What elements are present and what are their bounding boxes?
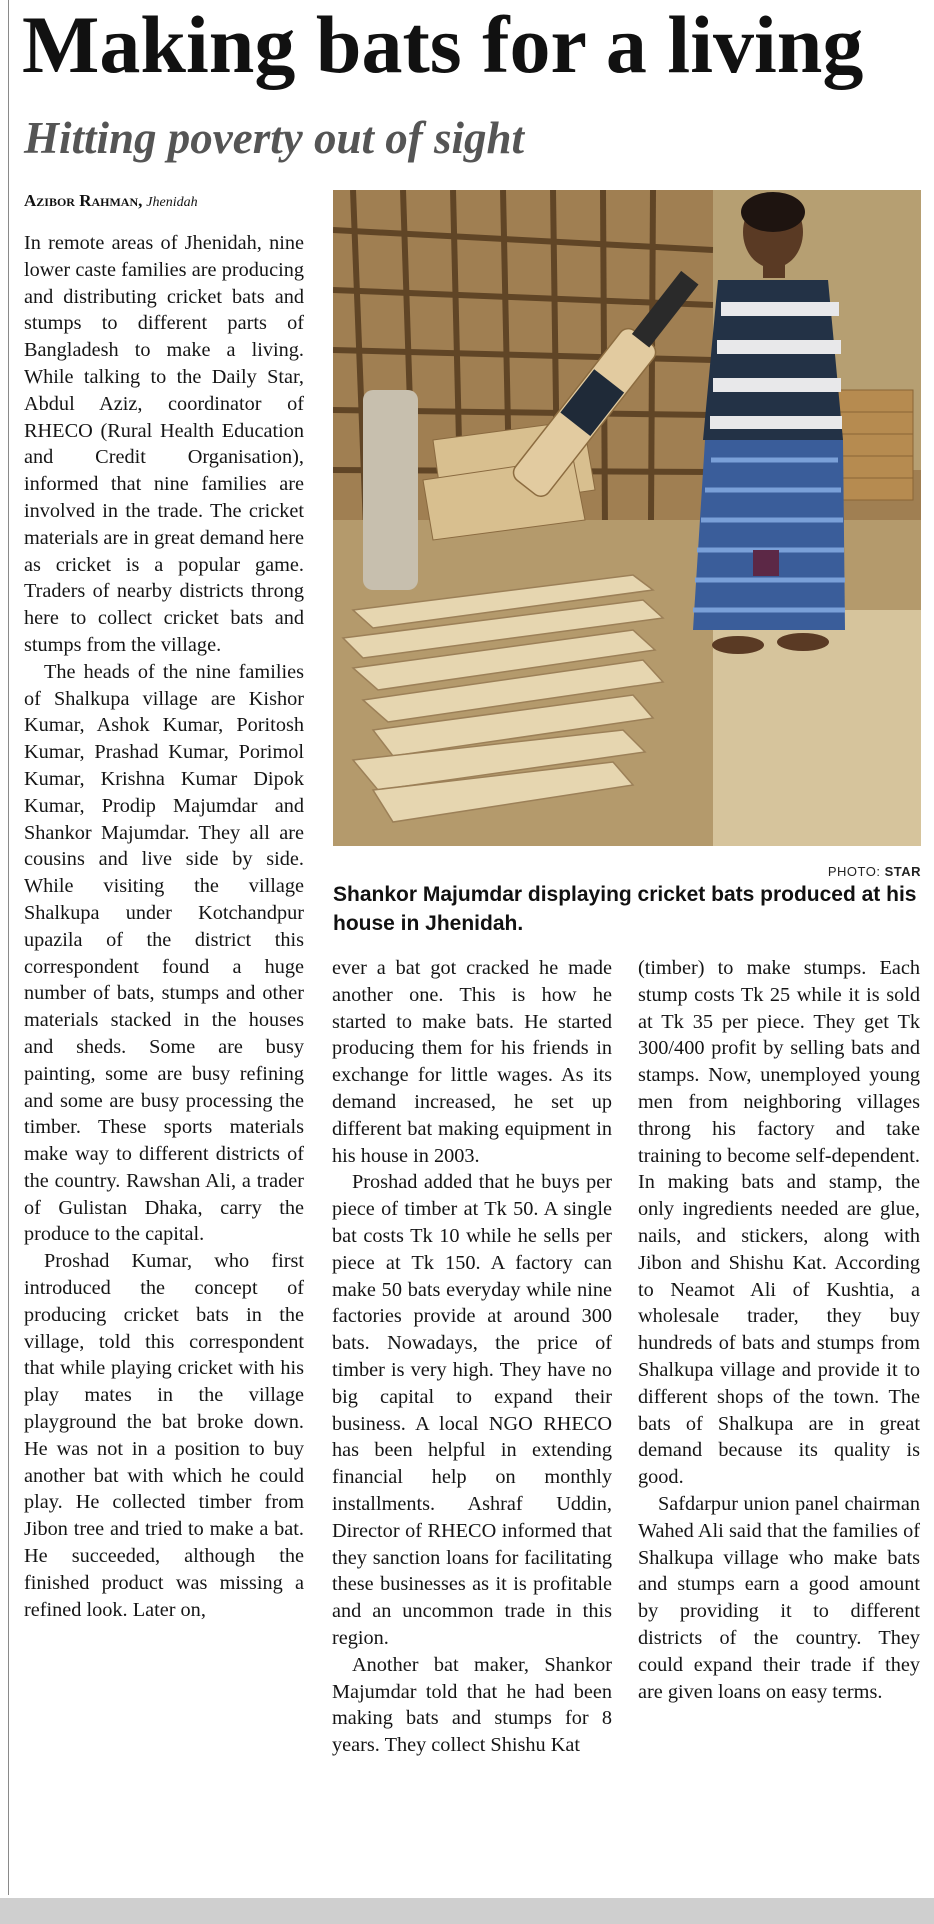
byline-author: Azibor Rahman, xyxy=(24,191,143,210)
byline xyxy=(24,191,198,211)
article-photo xyxy=(333,190,921,846)
article-column-3 xyxy=(638,955,920,1705)
byline-location: Jhenidah xyxy=(146,195,198,210)
paragraph: Another bat maker, Shankor Majumdar told that he had been making bats and stumps for 8 years. They collect Shishu Kat xyxy=(332,1653,612,1757)
paragraph: Proshad Kumar, who first introduced the concept of producing cricket bats in the village, told this correspondent that while playing cricket with his play mates in the village playground the bat broke down. He was not in a position to buy another bat with which he could play. He collected timber from Jibon tree and tried to make a bat. He succeeded, although the finished product was missing a refined look. Later on, xyxy=(24,1250,304,1621)
article-column-2 xyxy=(332,955,612,1759)
page-bottom-bar xyxy=(0,1898,934,1924)
photo-illustration xyxy=(333,190,921,846)
headline: Making bats for a living xyxy=(22,0,864,90)
paragraph: ever a bat got cracked he made another one. This is how he started to make bats. He started producing them for his friends in exchange for little wages. As its demand increased, he set up different bat making equipment in his house in 2003. xyxy=(332,957,612,1167)
subheadline: Hitting poverty out of sight xyxy=(24,113,525,163)
column-rule xyxy=(8,0,9,1895)
paragraph: The heads of the nine families of Shalkupa village are Kishor Kumar, Ashok Kumar, Poritosh Kumar, Prashad Kumar, Porimol Kumar, Krishna Kumar Dipok Kumar, Prodip Majumdar and Shankor Majumdar. They all are cousins and live side by side. While visiting the village Shalkupa under Kotchandpur upazila of the district this correspondent found a huge number of bats, stumps and other materials stacked in the houses and sheds. Some are busy painting, some are busy refining and some are busy processing the timber. These sports materials make way to different districts of the country. Rawshan Ali, a trader of Gulistan Dhaka, carry the produce to the capital. xyxy=(24,660,304,1246)
article-column-1 xyxy=(24,230,304,1623)
paragraph: In remote areas of Jhenidah, nine lower caste families are producing and distributing cricket bats and stumps to different parts of Bangladesh to make a living. While talking to the Daily Star, Abdul Aziz, coordinator of RHECO (Rural Health Education and Credit Organisation), informed that nine families are involved in the trade. The cricket materials are in great demand here as cricket is a popular game. Traders of nearby districts throng here to collect cricket bats and stumps from the village. xyxy=(24,232,304,656)
paragraph: Safdarpur union panel chairman Wahed Ali said that the families of Shalkupa village who make bats and stumps earn a good amount by providing it to different districts of the country. They could expand their trade if they are given loans on easy terms. xyxy=(638,1492,920,1703)
photo-credit-label: PHOTO: xyxy=(827,864,881,879)
paragraph: Proshad added that he buys per piece of timber at Tk 50. A single bat costs Tk 10 while he sells per piece at Tk 150. A factory can make 50 bats everyday while nine factories provide at around 300 bats. Nowadays, the price of timber is very high. They have no big capital to expand their business. A local NGO RHECO has been helpful in extending financial help on monthly installments. Ashraf Uddin, Director of RHECO informed that they sanction loans for facilitating these businesses as it is profitable and an uncommon trade in this region. xyxy=(332,1171,612,1649)
paragraph: (timber) to make stumps. Each stump costs Tk 25 while it is sold at Tk 35 per piece. They get Tk 300/400 profit by selling bats and stamps. Now, unemployed young men from neighboring villages throng his factory and take training to become self-dependent. In making bats and stamp, the only ingredients needed are glue, nails, and stickers, along with Jibon and Shishu Kat. According to Neamot Ali of Kushtia, a wholesale trader, they buy hundreds of bats and stumps from Shalkupa village and provide it to different shops of the town. The bats of Shalkupa are in great demand because its quality is good. xyxy=(638,957,920,1489)
photo-credit-source: STAR xyxy=(884,864,921,879)
photo-credit xyxy=(333,864,921,879)
photo-caption: Shankor Majumdar displaying cricket bats produced at his house in Jhenidah. xyxy=(333,883,917,935)
